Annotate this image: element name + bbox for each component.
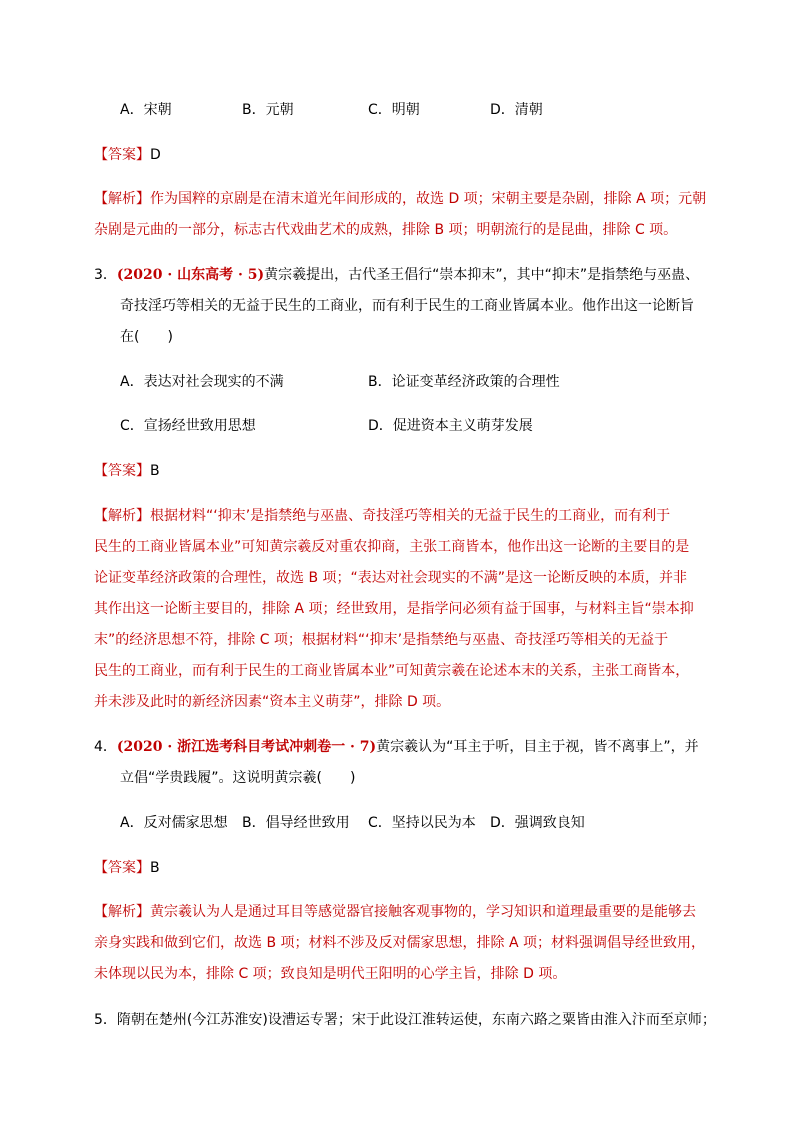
q3-analysis-line-2: 民生的工商业皆属本业”可知黄宗羲反对重农抑商，主张工商皆本，他作出这一论断的主要目的是 (94, 539, 690, 555)
q3-stem-line-3: 在( ) (120, 329, 173, 345)
q2-option-a: A．宋朝 (120, 102, 172, 118)
analysis-tag: 【解析】 (94, 904, 150, 920)
q3-analysis-line-4: 其作出这一论断主要目的，排除 A 项；经世致用，是指学问必须有益于国事，与材料主旨“崇本抑 (94, 601, 694, 617)
q4-analysis-line-3: 未体现以民为本，排除 C 项；致良知是明代王阳明的心学主旨，排除 D 项。 (94, 966, 567, 982)
q2-option-d: D．清朝 (490, 102, 543, 118)
q4-option-a: A．反对儒家思想 (120, 815, 228, 831)
question-source: (2020 · 浙江选考科目考试冲刺卷一 · 7) (116, 739, 377, 755)
q4-answer (94, 858, 160, 878)
q2-analysis-line-2: 杂剧是元曲的一部分，标志古代戏曲艺术的成熟，排除 B 项；明朝流行的是昆曲，排除 C 项。 (94, 222, 678, 238)
q3-analysis-line-5: 末”的经济思想不符，排除 C 项；根据材料“‘抑末’是指禁绝与巫蛊、奇技淫巧等相关的无益于 (94, 632, 669, 648)
q3-option-d: D．促进资本主义萌芽发展 (368, 418, 533, 434)
question-text: 隋朝在楚州(今江苏淮安)设漕运专署；宋于此设江淮转运使，东南六路之粟皆由淮入汴而至京师； (116, 1012, 716, 1028)
analysis-text: 作为国粹的京剧是在清末道光年间形成的，故选 D 项；宋朝主要是杂剧，排除 A 项；元朝 (150, 191, 707, 207)
q3-analysis-line-7: 并未涉及此时的新经济因素“资本主义萌芽”，排除 D 项。 (94, 694, 451, 710)
q4-option-d: D．强调致良知 (490, 815, 585, 831)
q5-stem-line-1 (94, 1010, 716, 1030)
q3-option-c: C．宣扬经世致用思想 (120, 418, 256, 434)
question-number: 5． (94, 1012, 117, 1028)
q3-analysis-line-6: 民生的工商业，而有利于民生的工商业皆属本业”可知黄宗羲在论述本末的关系，主张工商皆本， (94, 663, 690, 679)
analysis-text: 黄宗羲认为人是通过耳目等感觉器官接触客观事物的，学习知识和道理最重要的是能够去 (150, 904, 696, 920)
question-text: 黄宗羲提出，古代圣王倡行“崇本抑末”，其中“抑末”是指禁绝与巫蛊、 (264, 267, 700, 283)
analysis-tag: 【解析】 (94, 191, 150, 207)
q4-option-b: B．倡导经世致用 (242, 815, 350, 831)
q3-analysis-line-3: 论证变革经济政策的合理性，故选 B 项；“表达对社会现实的不满”是这一论断反映的本质，并非 (94, 570, 688, 586)
analysis-text: 根据材料“‘抑末’是指禁绝与巫蛊、奇技淫巧等相关的无益于民生的工商业，而有利于 (150, 508, 671, 524)
q3-analysis-line-1 (94, 506, 670, 526)
q3-option-a: A．表达对社会现实的不满 (120, 374, 284, 390)
question-number: 4． (94, 739, 117, 755)
q4-analysis-line-2: 亲身实践和做到它们，故选 B 项；材料不涉及反对儒家思想，排除 A 项；材料强调倡导经世致用， (94, 935, 705, 951)
question-source: (2020 · 山东高考 · 5) (116, 267, 265, 283)
q4-stem-line-1 (94, 737, 699, 757)
q4-option-c: C．坚持以民为本 (368, 815, 476, 831)
question-text: 黄宗羲认为“耳主于听，目主于视，皆不离事上”，并 (376, 739, 699, 755)
question-number: 3． (94, 267, 117, 283)
q3-answer (94, 461, 160, 481)
answer-value: D (150, 147, 161, 163)
q4-analysis-line-1 (94, 902, 696, 922)
q3-stem-line-2: 奇技淫巧等相关的无益于民生的工商业，而有利于民生的工商业皆属本业。他作出这一论断旨 (120, 298, 694, 314)
analysis-tag: 【解析】 (94, 508, 150, 524)
q2-option-c: C．明朝 (368, 102, 420, 118)
q2-option-b: B．元朝 (242, 102, 294, 118)
q2-answer (94, 145, 161, 165)
answer-value: B (150, 860, 160, 876)
answer-tag: 【答案】 (94, 860, 150, 876)
q4-stem-line-2: 立倡“学贵践履”。这说明黄宗羲( ) (120, 770, 356, 786)
answer-tag: 【答案】 (94, 147, 150, 163)
answer-value: B (150, 463, 160, 479)
answer-tag: 【答案】 (94, 463, 150, 479)
q3-option-b: B．论证变革经济政策的合理性 (368, 374, 560, 390)
q3-stem-line-1 (94, 265, 699, 285)
q2-analysis-line-1 (94, 189, 706, 209)
